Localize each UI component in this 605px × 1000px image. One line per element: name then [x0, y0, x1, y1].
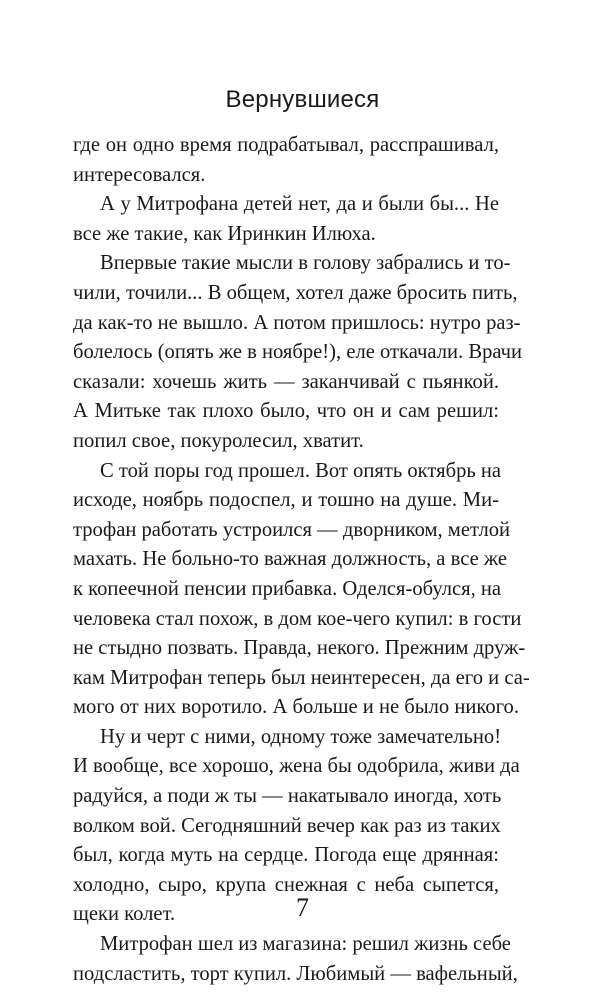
- text-line: кам Митрофан теперь был неинтересен, да его и са-: [73, 666, 530, 689]
- text-line: мого от них воротило. А больше и не было никого.: [73, 696, 519, 719]
- text-line: исходе, ноябрь подоспел, и тошно на душе. Ми-: [73, 489, 499, 512]
- text-line: подсластить, торт купил. Любимый — вафельный,: [73, 962, 518, 985]
- text-line: И вообще, все хорошо, жена бы одобрила, живи да: [73, 755, 520, 778]
- text-line: щеки колет.: [73, 903, 176, 926]
- text-line: все же такие, как Иринкин Илюха.: [73, 222, 376, 245]
- text-line: Ну и черт с ними, одному тоже замечательно!: [100, 725, 502, 748]
- text-line: холодно, сыро, крупа снежная с неба сыпется,: [73, 873, 499, 896]
- text-line: был, когда муть на сердце. Погода еще дрянная:: [73, 844, 499, 867]
- text-line: Митрофан шел из магазина: решил жизнь себе: [100, 933, 511, 956]
- text-line: болелось (опять же в ноябре!), еле откачали. Врачи: [73, 341, 523, 364]
- text-line: да как-то не вышло. А потом пришлось: нутро раз-: [73, 311, 521, 334]
- text-line: Впервые такие мысли в голову забрались и то-: [100, 252, 511, 275]
- text-line: А Митьке так плохо было, что он и сам решил:: [73, 400, 499, 423]
- text-line: трофан работать устроился — дворником, метлой: [73, 518, 511, 541]
- text-line: не стыдно позвать. Правда, некого. Прежним друж-: [73, 637, 526, 660]
- text-line: сказали: хочешь жить — заканчивай с пьянкой.: [73, 370, 499, 393]
- text-line: радуйся, а поди ж ты — накатывало иногда, хоть: [73, 785, 502, 808]
- text-line: чили, точили... В общем, хотел даже бросить пить,: [73, 281, 518, 304]
- text-line: махать. Не больно-то важная должность, а все же: [73, 548, 507, 571]
- text-line: волком вой. Сегодняшний вечер как раз из таких: [73, 814, 501, 837]
- text-line: человека стал похож, в дом кое-чего купил: в гости: [73, 607, 522, 630]
- page-number: 7: [296, 893, 309, 922]
- text-line: к копеечной пенсии прибавка. Оделся-обулся, на: [73, 577, 502, 600]
- text-line: где он одно время подрабатывал, расспрашивал,: [73, 134, 499, 156]
- body-text: [73, 131, 530, 989]
- running-head: Вернувшиеся: [225, 86, 380, 113]
- text-line: попил свое, покуролесил, хватит.: [73, 429, 364, 452]
- text-line: интересовался.: [73, 163, 206, 186]
- text-line: А у Митрофана детей нет, да и были бы... Не: [100, 193, 499, 216]
- text-line: С той поры год прошел. Вот опять октябрь на: [100, 459, 502, 482]
